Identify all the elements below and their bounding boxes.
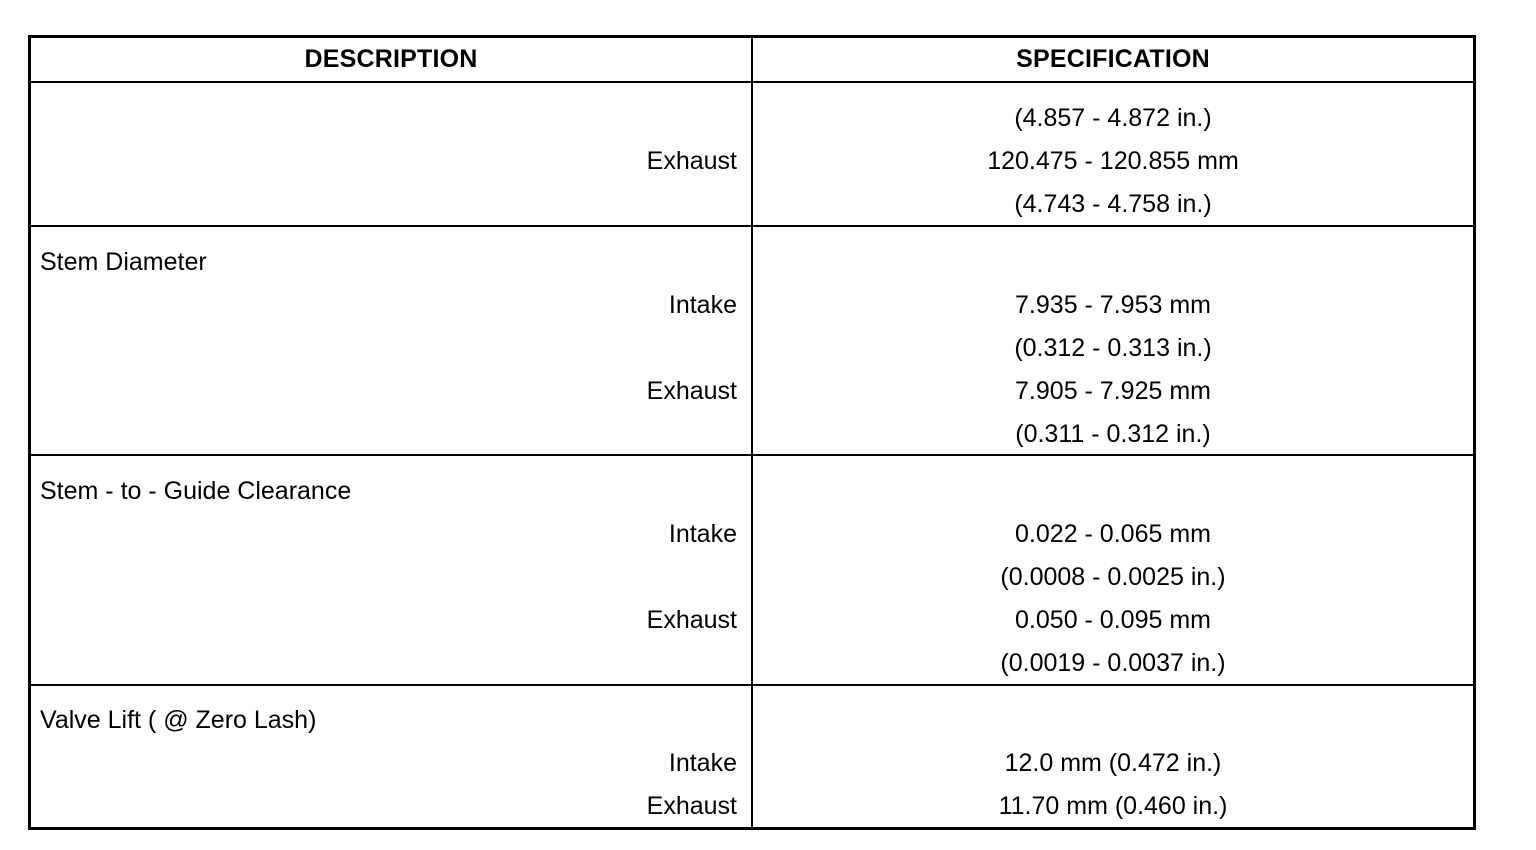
row-label-intake: Intake xyxy=(668,291,737,319)
section-title: Stem - to - Guide Clearance xyxy=(40,477,352,505)
spec-value: (0.0019 - 0.0037 in.) xyxy=(1000,649,1226,677)
section-title: Valve Lift ( @ Zero Lash) xyxy=(40,706,317,734)
spec-value: 7.905 - 7.925 mm xyxy=(1015,377,1211,405)
row-label-intake: Intake xyxy=(668,520,737,548)
table-section-stem-guide-clearance xyxy=(31,456,1473,686)
row-label-intake: Intake xyxy=(668,749,737,777)
spec-value: 0.050 - 0.095 mm xyxy=(1015,606,1211,634)
spec-value: (0.312 - 0.313 in.) xyxy=(1014,334,1212,362)
spec-value: 12.0 mm (0.472 in.) xyxy=(1004,749,1222,777)
table-section-stem-diameter xyxy=(31,227,1473,456)
row-label-exhaust: Exhaust xyxy=(646,606,737,634)
row-label-exhaust: Exhaust xyxy=(646,147,737,175)
row-label-exhaust: Exhaust xyxy=(646,792,737,820)
table-section-continued xyxy=(31,83,1473,227)
spec-value: (4.857 - 4.872 in.) xyxy=(1014,104,1212,132)
specification-table xyxy=(28,35,1476,830)
spec-value: (0.0008 - 0.0025 in.) xyxy=(1000,563,1226,591)
table-section-valve-lift xyxy=(31,686,1473,827)
spec-value: 7.935 - 7.953 mm xyxy=(1015,291,1211,319)
spec-value: 11.70 mm (0.460 in.) xyxy=(998,792,1228,820)
spec-value: 120.475 - 120.855 mm xyxy=(987,147,1239,175)
row-label-exhaust: Exhaust xyxy=(646,377,737,405)
spec-value: 0.022 - 0.065 mm xyxy=(1015,520,1211,548)
section-title: Stem Diameter xyxy=(40,248,207,276)
header-description: DESCRIPTION xyxy=(304,45,478,73)
table-header-row xyxy=(31,38,1473,83)
spec-value: (0.311 - 0.312 in.) xyxy=(1015,420,1211,448)
header-specification: SPECIFICATION xyxy=(1016,45,1210,73)
spec-value: (4.743 - 4.758 in.) xyxy=(1014,190,1212,218)
